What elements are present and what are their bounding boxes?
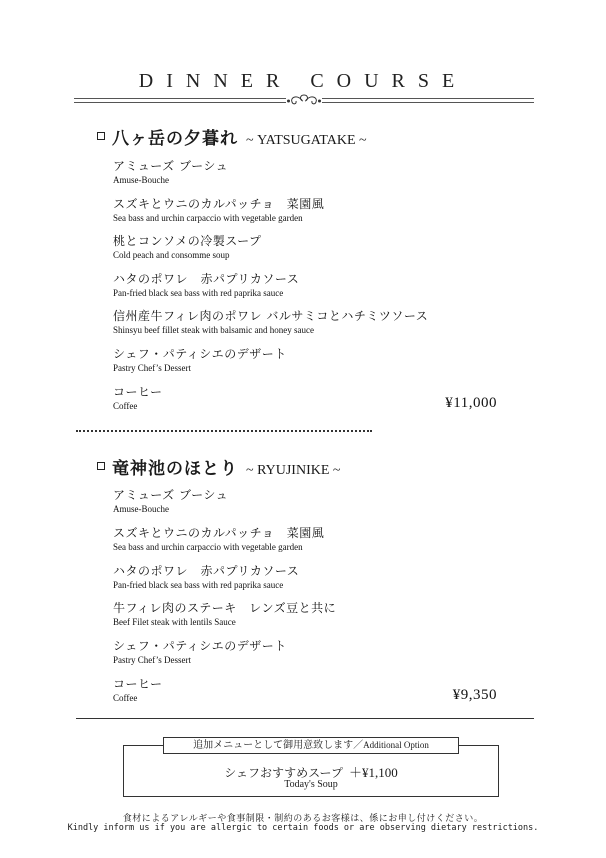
item-name-jp: シェフ・パティシエのデザート xyxy=(113,347,287,361)
course-heading-yatsugatake xyxy=(97,124,367,149)
list-item xyxy=(113,600,336,628)
item-name-en: Amuse-Bouche xyxy=(113,175,169,185)
item-name-jp: 信州産牛フィレ肉のポワレ バルサミコとハチミツソース xyxy=(113,309,429,323)
item-name-en: Pastry Chef’s Dessert xyxy=(113,655,191,665)
item-name-en: Pan-fried black sea bass with red paprika sauce xyxy=(113,288,284,298)
list-item xyxy=(113,271,299,299)
item-name-en: Sea bass and urchin carpaccio with vegetable garden xyxy=(113,213,303,223)
item-name-en: Amuse-Bouche xyxy=(113,504,169,514)
item-name-en: Coffee xyxy=(113,401,138,411)
item-name-en: Shinsyu beef fillet steak with balsamic and honey sauce xyxy=(113,325,314,335)
item-name-jp: コーヒー xyxy=(113,677,163,691)
course-name-jp: 八ヶ岳の夕暮れ xyxy=(112,129,238,149)
menu-title: DINNER COURSE xyxy=(138,70,468,92)
option-label-jp: 追加メニューとして御用意致します／ xyxy=(193,740,364,751)
item-name-en: Pastry Chef’s Dessert xyxy=(113,363,191,373)
item-name-jp: スズキとウニのカルパッチョ 菜園風 xyxy=(113,197,325,211)
item-name-en: Pan-fried black sea bass with red paprika sauce xyxy=(113,580,284,590)
list-item xyxy=(113,638,287,666)
list-item xyxy=(113,233,262,261)
item-name-jp: コーヒー xyxy=(113,385,163,399)
item-name-jp: ハタのポワレ 赤パプリカソース xyxy=(113,564,300,578)
allergy-note-jp: 食材によるアレルギーや食事制限・制約のあるお客様は、係にお申し付けください。 xyxy=(122,814,484,824)
item-name-en: Sea bass and urchin carpaccio with vegetable garden xyxy=(113,542,303,552)
option-label-en: Additional Option xyxy=(363,740,429,750)
item-name-jp: スズキとウニのカルパッチョ 菜園風 xyxy=(113,526,325,540)
solid-divider xyxy=(76,718,534,719)
course-name-en: ~ YATSUGATAKE ~ xyxy=(246,133,367,148)
item-name-jp: 桃とコンソメの冷製スープ xyxy=(113,234,262,248)
course-price: ¥9,350 xyxy=(452,687,497,703)
option-item-en: Today's Soup xyxy=(284,779,338,790)
item-name-jp: アミューズ ブーシュ xyxy=(113,488,229,502)
list-item xyxy=(113,196,324,224)
list-item xyxy=(113,676,163,704)
scroll-ornament-icon xyxy=(286,92,322,108)
list-item xyxy=(113,563,299,591)
course-name-jp: 竜神池のほとり xyxy=(112,459,238,479)
list-item xyxy=(113,384,163,412)
course-heading-ryujinike xyxy=(97,454,340,479)
item-name-jp: ハタのポワレ 赤パプリカソース xyxy=(113,272,300,286)
square-bullet-icon xyxy=(97,462,105,470)
course-name-en: ~ RYUJINIKE ~ xyxy=(246,463,341,478)
option-item-jp: シェフおすすめスープ xyxy=(224,766,343,780)
list-item xyxy=(113,158,228,186)
list-item xyxy=(113,525,324,553)
dotted-divider xyxy=(76,430,372,432)
item-name-en: Beef Filet steak with lentils Sauce xyxy=(113,617,236,627)
option-label xyxy=(163,737,459,754)
list-item xyxy=(113,487,228,515)
option-item-price: ＋¥1,100 xyxy=(348,765,398,780)
item-name-en: Cold peach and consomme soup xyxy=(113,250,230,260)
allergy-note-en: Kindly inform us if you are allergic to certain foods or are observing dietary restrictions. xyxy=(67,823,539,833)
course-price: ¥11,000 xyxy=(445,395,497,411)
list-item xyxy=(113,308,428,336)
square-bullet-icon xyxy=(97,132,105,140)
item-name-jp: アミューズ ブーシュ xyxy=(113,159,229,173)
item-name-en: Coffee xyxy=(113,693,138,703)
item-name-jp: 牛フィレ肉のステーキ レンズ豆と共に xyxy=(113,601,337,615)
list-item xyxy=(113,346,287,374)
item-name-jp: シェフ・パティシエのデザート xyxy=(113,639,287,653)
